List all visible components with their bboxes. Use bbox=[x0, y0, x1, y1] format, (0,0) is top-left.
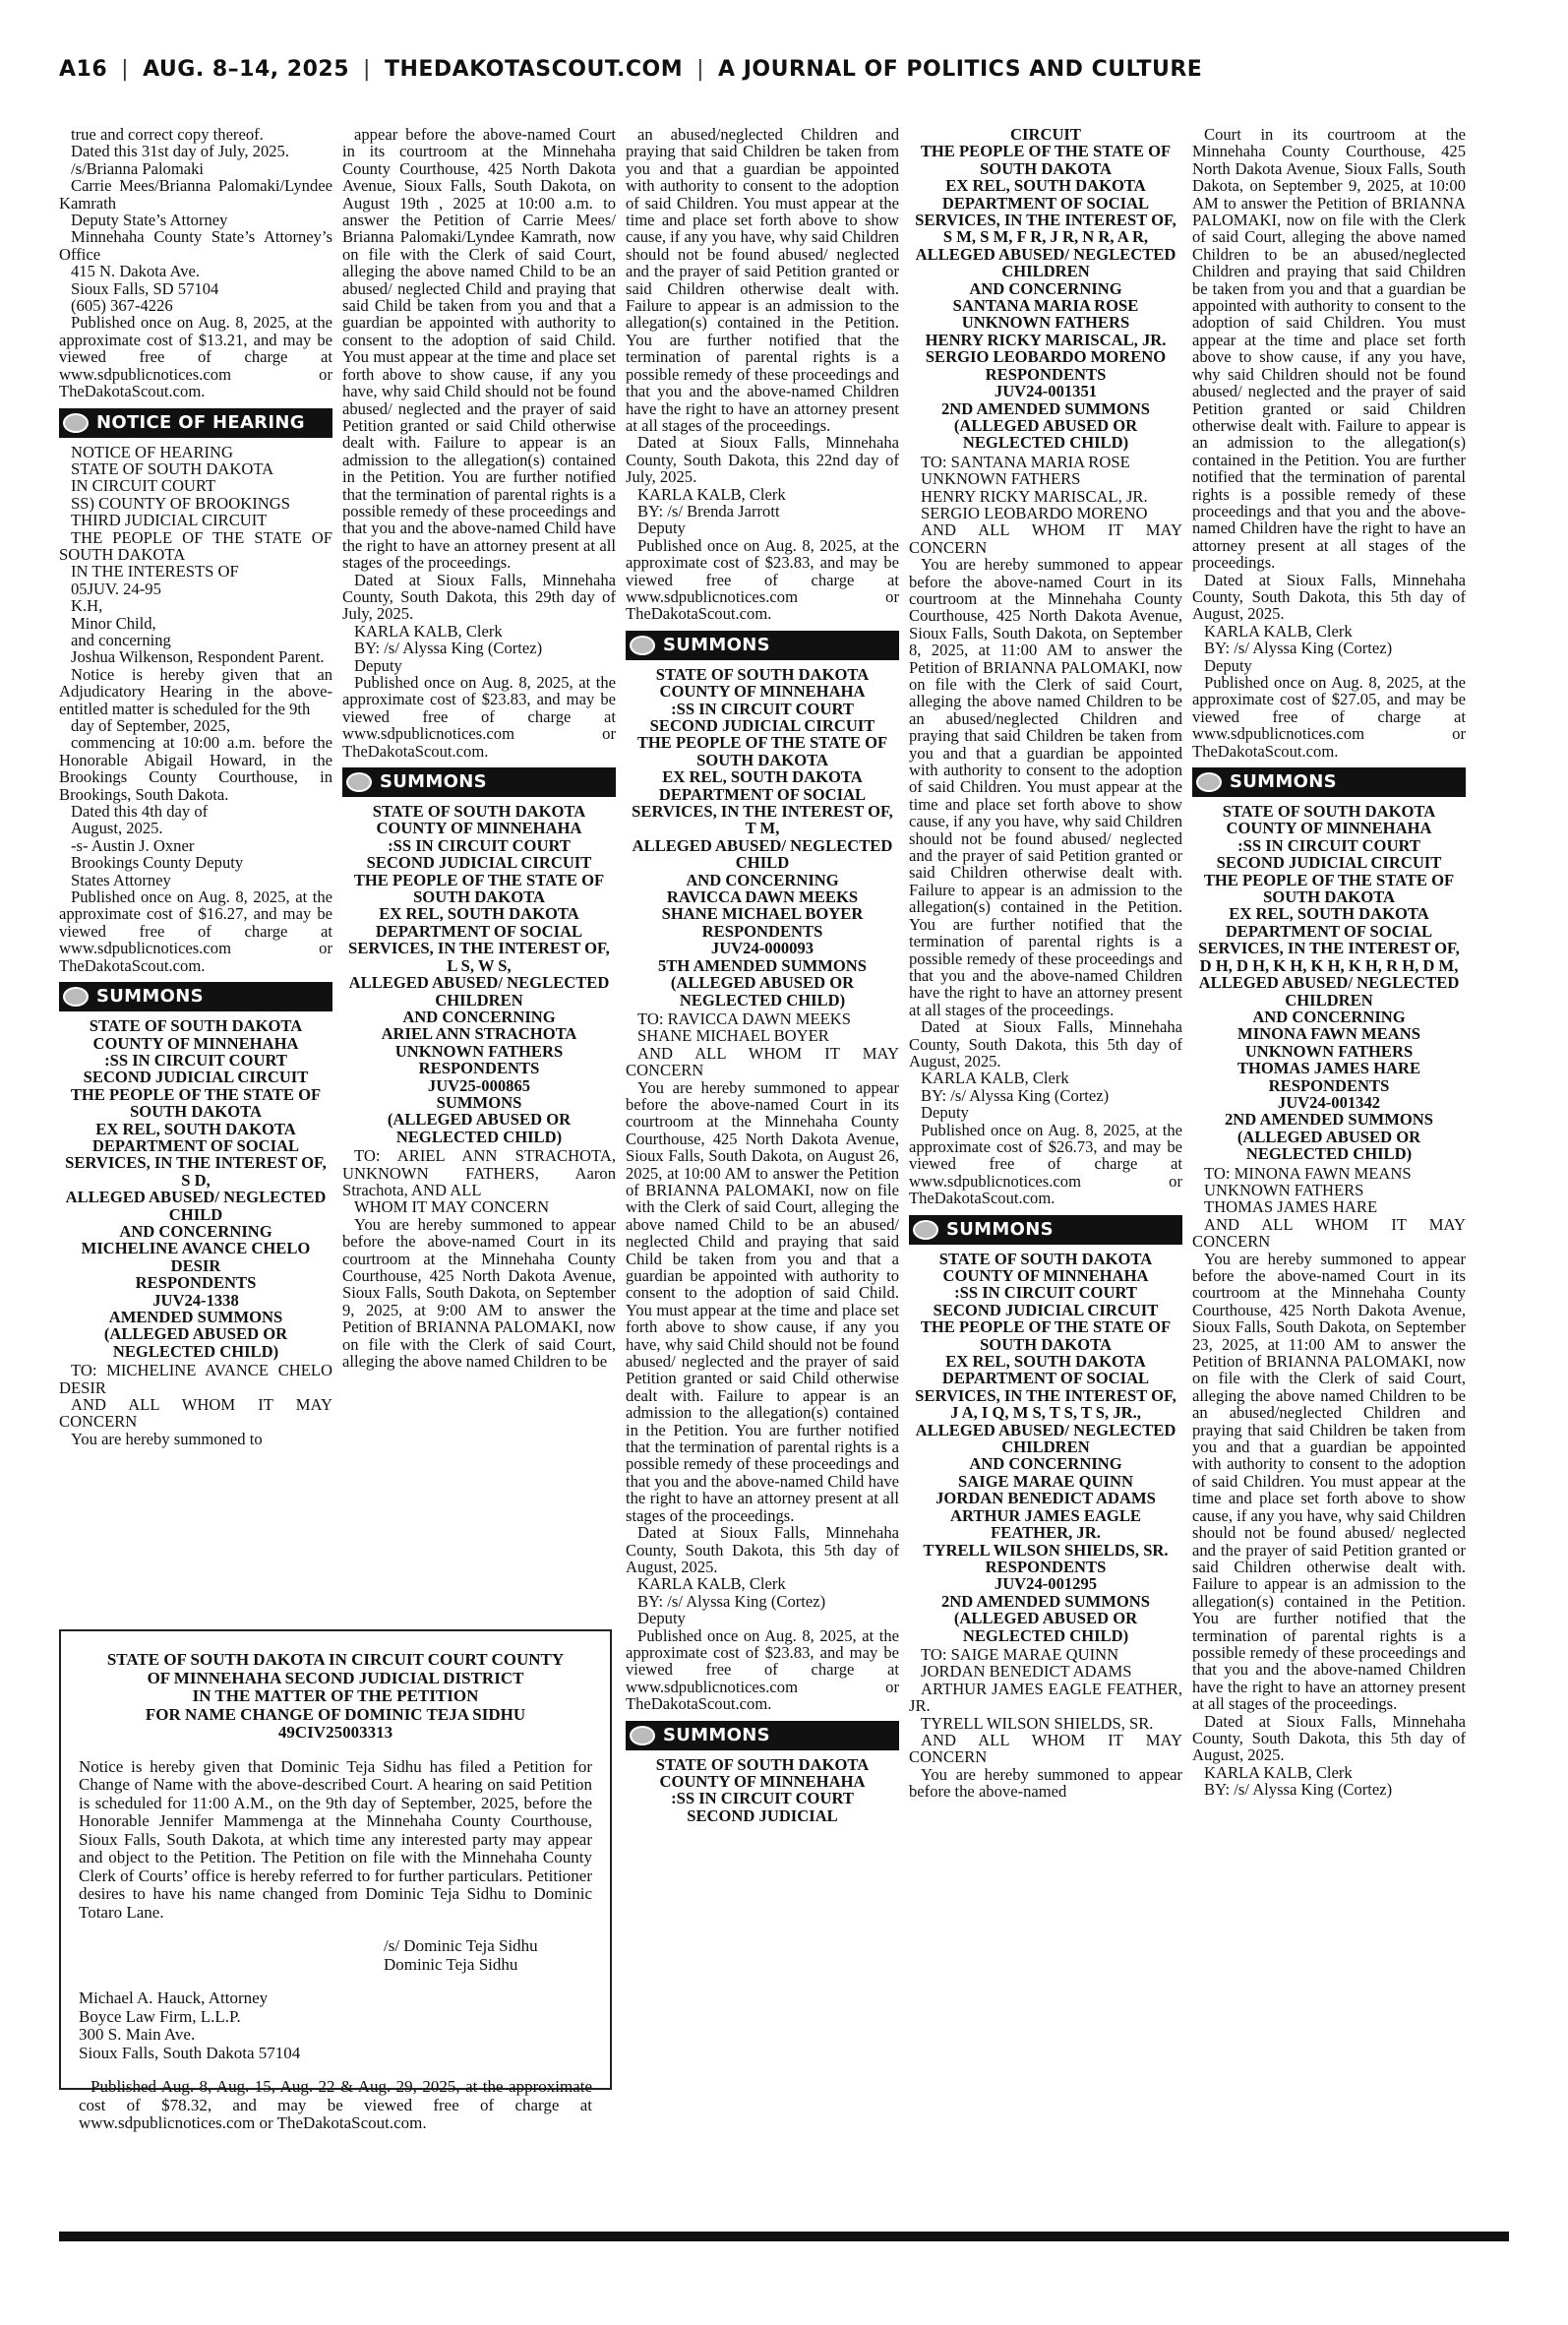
text-line: RAVICCA DAWN MEEKS bbox=[666, 887, 859, 907]
column-2 bbox=[342, 126, 616, 1612]
summons-caption bbox=[1192, 803, 1466, 1163]
text-line: T M, bbox=[745, 819, 780, 838]
text-line: ALLEGED ABUSED/ NEGLECTED CHILD bbox=[65, 1188, 327, 1224]
text-line: THE PEOPLE OF THE STATE OF SOUTH DAKOTA bbox=[636, 733, 888, 769]
text-line: STATE OF SOUTH DAKOTA bbox=[71, 459, 274, 478]
text-line: Deputy bbox=[637, 519, 686, 538]
text-line: COUNTY OF MINNEHAHA bbox=[92, 1033, 299, 1053]
text-line: /s/Brianna Palomaki bbox=[71, 158, 205, 178]
text-line: D H, D H, K H, K H, K H, R H, D M, bbox=[1199, 955, 1459, 975]
text-line: Carrie Mees/Brianna Palomaki/Lyndee Kamrath bbox=[59, 176, 332, 213]
text-line: BY: /s/ Alyssa King (Cortez) bbox=[354, 639, 543, 658]
summons-caption bbox=[909, 126, 1182, 452]
text-line: IN THE INTERESTS OF bbox=[71, 562, 239, 581]
text-line: HENRY RICKY MARISCAL, JR. bbox=[921, 486, 1148, 506]
text-line: true and correct copy thereof. bbox=[71, 126, 264, 144]
text-line: STATE OF SOUTH DAKOTA bbox=[655, 664, 870, 684]
scout-logo-icon bbox=[626, 1721, 659, 1750]
page-number: A16 bbox=[59, 56, 108, 82]
text-line: BY: /s/ Alyssa King (Cortez) bbox=[921, 1085, 1110, 1105]
text-line: JUV24-001295 bbox=[994, 1574, 1098, 1594]
text-line: EX REL, SOUTH DAKOTA DEPARTMENT OF SOCIAL SERVICES, IN THE INTEREST OF, bbox=[915, 176, 1176, 230]
text-line: You are hereby summoned to appear before the above-named bbox=[909, 1764, 1182, 1802]
text-line: AND CONCERNING bbox=[969, 278, 1122, 298]
text-line: You are hereby summoned to bbox=[71, 1429, 263, 1448]
summons-caption bbox=[909, 1251, 1182, 1644]
text-line: JUV24-1338 bbox=[152, 1290, 239, 1310]
text-line: :SS IN CIRCUIT COURT bbox=[954, 1283, 1137, 1303]
text-line: L S, W S, bbox=[447, 955, 512, 975]
text-line: SUMMONS bbox=[436, 1092, 522, 1112]
text-line: COUNTY OF MINNEHAHA bbox=[376, 819, 582, 838]
text-line: KARLA KALB, Clerk bbox=[637, 1574, 786, 1594]
text-line: Court in its courtroom at the Minnehaha County Courthouse, 425 North Dakota Avenue, Sioux Falls, South Dakota, on September 9, 2025, at 10:00 AM to answer the Petition of BRIANNA PALOMAKI, now on file with the Clerk of said Court, alleging the above named Children to be an abused/neglected Children and praying that said Children be taken from you and that a guardian be appointed with authority to consent to the adoption of said Children. You must appear at the time and place set forth above to show cause, if any you have, why said Children should not be found abused/ neglected and the prayer of said Petition granted or said Children otherwise dealt with. Failure to appear is an admission to the allegation(s) contained in the Petition. You are further notified that the termination of parental rights is a possible remedy of these proceedings and that you and the above-named Children have the right to have an attorney present at all stages of the proceedings. bbox=[1192, 126, 1466, 573]
footer-rule bbox=[59, 2232, 1509, 2241]
text-line: BY: /s/ Alyssa King (Cortez) bbox=[1204, 639, 1393, 658]
text-line: Published once on Aug. 8, 2025, at the approximate cost of $26.73, and may be viewed free of charge at www.sdpublicnotices.com or TheDakotaScout.com. bbox=[909, 1120, 1182, 1208]
text-line: MICHELINE AVANCE CHELO DESIR bbox=[81, 1239, 311, 1275]
text-line: AND CONCERNING bbox=[969, 1454, 1122, 1474]
text-line: TO: ARIEL ANN STRACHOTA, UNKNOWN FATHERS, Aaron Strachota, AND ALL bbox=[342, 1146, 616, 1199]
text-line: Notice is hereby given that an Adjudicatory Hearing in the above-entitled matter is scheduled for the 9th bbox=[59, 664, 332, 718]
text-line: Dated this 4th day of bbox=[71, 802, 209, 822]
text-line: THE PEOPLE OF THE STATE OF SOUTH DAKOTA bbox=[353, 870, 605, 907]
text-line: an abused/neglected Children and praying that said Children be taken from you and that a guardian be appointed with authority to consent to the adoption of said Children. You must appear at the time and place set forth above to show cause, if any you have, why said Children should not be found abused/ neglected and the prayer of said Petition granted or said Children otherwise dealt with. Failure to appear is an admission to the allegation(s) contained in the Petition. You are further notified that the termination of parental rights is a possible remedy of these proceedings and that you and the above-named Children have the right to have an attorney present at all stages of the proceedings. bbox=[626, 126, 899, 435]
summons-continued bbox=[626, 126, 899, 623]
text-line: COUNTY OF MINNEHAHA bbox=[659, 682, 866, 702]
text-line: ARTHUR JAMES EAGLE FEATHER, JR. bbox=[950, 1505, 1141, 1543]
text-line: and concerning bbox=[71, 630, 171, 649]
text-line: Published once on Aug. 8, 2025, at the approximate cost of $23.83, and may be viewed free of charge at www.sdpublicnotices.com or TheDakotaScout.com. bbox=[342, 673, 616, 761]
text-line: STATE OF SOUTH DAKOTA bbox=[89, 1016, 303, 1036]
text-line: STATE OF SOUTH DAKOTA bbox=[938, 1249, 1153, 1268]
header-divider: | bbox=[121, 56, 130, 82]
text-line: (ALLEGED ABUSED OR NEGLECTED CHILD) bbox=[387, 1110, 572, 1146]
text-line: TYRELL WILSON SHIELDS, SR. bbox=[923, 1540, 1169, 1560]
column-1 bbox=[59, 126, 332, 1612]
text-line: 415 N. Dakota Ave. bbox=[71, 262, 201, 281]
scout-logo-icon bbox=[626, 631, 659, 660]
text-line: ALLEGED ABUSED/ NEGLECTED CHILDREN bbox=[348, 973, 610, 1010]
text-line: THE PEOPLE OF THE STATE OF SOUTH DAKOTA bbox=[70, 1084, 322, 1122]
text-line: ALLEGED ABUSED/ NEGLECTED CHILDREN bbox=[915, 1420, 1176, 1457]
text-line: RESPONDENTS bbox=[985, 364, 1107, 384]
text-line: ALLEGED ABUSED/ NEGLECTED CHILD bbox=[632, 835, 893, 873]
scout-logo-icon bbox=[1192, 767, 1226, 797]
summons-banner: SUMMONS bbox=[626, 631, 899, 660]
text-line: Deputy State’s Attorney bbox=[71, 211, 228, 230]
text-line: BY: /s/ Brenda Jarrott bbox=[637, 501, 780, 520]
summons-body bbox=[59, 1362, 332, 1447]
text-line: Sioux Falls, South Dakota 57104 bbox=[79, 2043, 301, 2062]
text-line: Dated at Sioux Falls, Minnehaha County, South Dakota, this 5th day of August, 2025. bbox=[909, 1017, 1182, 1071]
text-line: SHANE MICHAEL BOYER bbox=[661, 904, 864, 924]
text-line: TO: RAVICCA DAWN MEEKS bbox=[637, 1009, 852, 1028]
site-name: THEDAKOTASCOUT.COM bbox=[384, 56, 684, 82]
text-line: UNKNOWN FATHERS bbox=[1204, 1180, 1364, 1199]
text-line: THIRD JUDICIAL CIRCUIT bbox=[71, 511, 268, 530]
text-line: Deputy bbox=[921, 1103, 969, 1123]
text-line: SECOND JUDICIAL CIRCUIT bbox=[1216, 853, 1442, 873]
text-line: KARLA KALB, Clerk bbox=[354, 621, 503, 641]
scout-logo-icon bbox=[342, 767, 376, 797]
text-line: SERGIO LEOBARDO MORENO bbox=[921, 503, 1148, 522]
text-line: Dated at Sioux Falls, Minnehaha County, South Dakota, this 5th day of August, 2025. bbox=[626, 1523, 899, 1576]
summons-body bbox=[909, 454, 1182, 1207]
text-line: You are hereby summoned to appear before the above-named Court in its courtroom at the Minnehaha County Courthouse, 425 North Dakota Avenue, Sioux Falls, South Dakota, on August 26, 2025, at 10:00 AM to answer the Petition of BRIANNA PALOMAKI, now on file with the Clerk of said Court, alleging the above named Child to be an abused/ neglected Child and praying that said Child be taken from you and that a guardian be appointed with authority to consent to the adoption of said Child. You must appear at the time and place set forth above to show cause, if any you have, why said Child should not be found abused/ neglected and the prayer of said Petition granted or said Child otherwise dealt with. Failure to appear is an admission to the allegation(s) contained in the Petition. You are further notified that the termination of parental rights is a possible remedy of these proceedings and that you and the above-named Child have the right to have an attorney present at all stages of the proceedings. bbox=[626, 1077, 899, 1525]
text-line: TO: SANTANA MARIA ROSE bbox=[921, 452, 1130, 471]
text-line: :SS IN CIRCUIT COURT bbox=[671, 1789, 854, 1808]
text-line: WHOM IT MAY CONCERN bbox=[354, 1197, 550, 1217]
text-line: JORDAN BENEDICT ADAMS bbox=[935, 1489, 1156, 1508]
text-line: UNKNOWN FATHERS bbox=[921, 469, 1081, 489]
text-line: UNKNOWN FATHERS bbox=[961, 313, 1130, 333]
text-line: EX REL, SOUTH DAKOTA DEPARTMENT OF SOCIAL SERVICES, IN THE INTEREST OF, bbox=[632, 767, 893, 822]
text-line: SECOND JUDICIAL CIRCUIT bbox=[933, 1300, 1159, 1319]
text-line: JUV24-000093 bbox=[710, 939, 814, 958]
text-line: BY: /s/ Alyssa King (Cortez) bbox=[637, 1591, 826, 1611]
text-line: Deputy bbox=[637, 1609, 686, 1628]
text-line: TO: MICHELINE AVANCE CHELO DESIR bbox=[59, 1361, 332, 1397]
text-line: K.H, bbox=[71, 596, 103, 616]
text-line: (ALLEGED ABUSED OR NEGLECTED CHILD) bbox=[953, 1609, 1138, 1645]
text-line: MINONA FAWN MEANS bbox=[1237, 1024, 1420, 1044]
scout-logo-icon bbox=[909, 1215, 942, 1245]
text-line: AND CONCERNING bbox=[402, 1007, 556, 1026]
text-line: RESPONDENTS bbox=[985, 1557, 1107, 1576]
text-line: SERGIO LEOBARDO MORENO bbox=[925, 347, 1167, 367]
text-line: Dated this 31st day of July, 2025. bbox=[71, 142, 289, 161]
text-line: KARLA KALB, Clerk bbox=[637, 484, 786, 504]
text-line: (605) 367-4226 bbox=[71, 296, 173, 316]
text-line: STATE OF SOUTH DAKOTA IN CIRCUIT COURT COUNTY bbox=[106, 1650, 565, 1669]
text-line: :SS IN CIRCUIT COURT bbox=[388, 835, 571, 855]
notice-ending bbox=[59, 126, 332, 400]
signature-line: /s/ Dominic Teja Sidhu bbox=[384, 1936, 538, 1955]
text-line: Brookings County Deputy bbox=[71, 853, 244, 873]
text-line: You are hereby summoned to appear before the above-named Court in its courtroom at the Minnehaha County Courthouse, 425 North Dakota Avenue, Sioux Falls, South Dakota, on September 23, 2025, at 11:00 AM to answer the Petition of BRIANNA PALOMAKI, now on file with the Clerk of said Court, alleging the above named Children to be an abused/neglected Children and praying that said Children be taken from you and that a guardian be appointed with authority to consent to the adoption of said Children. You must appear at the time and place set forth above to show cause, if any you have, why said Children should not be found abused/ neglected and the prayer of said Petition granted or said Children otherwise dealt with. Failure to appear is an admission to the allegation(s) contained in the Petition. You are further notified that the termination of parental rights is a possible remedy of these proceedings and that you and the above-named Children have the right to have an attorney present at all stages of the proceedings. bbox=[1192, 1249, 1466, 1714]
text-line: AND CONCERNING bbox=[1252, 1007, 1406, 1026]
text-line: 2ND AMENDED SUMMONS bbox=[940, 1591, 1151, 1611]
summons-banner: SUMMONS bbox=[909, 1215, 1182, 1245]
summons-banner: SUMMONS bbox=[1192, 767, 1466, 797]
text-line: SECOND JUDICIAL bbox=[687, 1805, 838, 1825]
text-line: CIRCUIT bbox=[1010, 126, 1081, 144]
text-line: AND ALL WHOM IT MAY CONCERN bbox=[59, 1395, 332, 1432]
column-3 bbox=[626, 126, 899, 2212]
text-line: 05JUV. 24-95 bbox=[71, 579, 161, 598]
header-divider: | bbox=[363, 56, 371, 82]
text-line: AND ALL WHOM IT MAY CONCERN bbox=[909, 520, 1182, 557]
text-line: SS) COUNTY OF BROOKINGS bbox=[71, 493, 290, 513]
column-4 bbox=[909, 126, 1182, 2212]
text-line: Dated at Sioux Falls, Minnehaha County, South Dakota, this 29th day of July, 2025. bbox=[342, 570, 616, 624]
text-line: KARLA KALB, Clerk bbox=[921, 1069, 1069, 1088]
text-line: THOMAS JAMES HARE bbox=[1204, 1197, 1378, 1217]
summons-caption bbox=[626, 1756, 899, 1825]
text-line: 2ND AMENDED SUMMONS bbox=[1224, 1110, 1434, 1130]
text-line: Minnehaha County State’s Attorney’s Office bbox=[59, 227, 332, 264]
text-line: You are hereby summoned to appear before the above-named Court in its courtroom at the Minnehaha County Courthouse, 425 North Dakota Avenue, Sioux Falls, South Dakota, on September 9, 2025, at 9:00 AM to answer the Petition of BRIANNA PALOMAKI, now on file with the Clerk of said Court, alleging the above named Children to be bbox=[342, 1214, 616, 1372]
text-line: :SS IN CIRCUIT COURT bbox=[104, 1050, 287, 1070]
text-line: Michael A. Hauck, Attorney bbox=[79, 1988, 269, 2007]
text-line: day of September, 2025, bbox=[71, 716, 231, 735]
text-line: EX REL, SOUTH DAKOTA DEPARTMENT OF SOCIAL SERVICES, IN THE INTEREST OF, bbox=[1198, 904, 1460, 958]
notice-banner: NOTICE OF HEARING bbox=[59, 408, 332, 438]
text-line: Published once on Aug. 8, 2025, at the approximate cost of $16.27, and may be viewed free of charge at www.sdpublicnotices.com or TheDakotaScout.com. bbox=[59, 887, 332, 975]
publication-note: Published Aug. 8, Aug. 15, Aug. 22 & Aug. 29, 2025, at the approximate cost of $78.32, and may be viewed free of charge at www.sdpublicnotices.com or TheDakotaScout.com. bbox=[79, 2077, 592, 2132]
text-line: AND ALL WHOM IT MAY CONCERN bbox=[909, 1730, 1182, 1767]
text-line: :SS IN CIRCUIT COURT bbox=[671, 699, 854, 718]
notice-caption bbox=[79, 1651, 592, 1743]
notice-of-hearing bbox=[59, 444, 332, 975]
scout-logo-icon bbox=[59, 982, 92, 1011]
text-line: 5TH AMENDED SUMMONS bbox=[657, 955, 868, 975]
header-divider: | bbox=[696, 56, 705, 82]
name-change-notice bbox=[59, 1629, 612, 2132]
tagline: A JOURNAL OF POLITICS AND CULTURE bbox=[718, 56, 1203, 82]
text-line: appear before the above-named Court in its courtroom at the Minnehaha County Courthouse, 425 North Dakota Avenue, Sioux Falls, South Dakota, on August 19th , 2025 at 10:00 a.m. to answer the Petition of Carrie Mees/ Brianna Palomaki/Lyndee Kamrath, now on file with the Clerk of said Court, alleging the above named Child to be an abused/ neglected Child and praying that said Child be taken from you and that a guardian be appointed with authority to consent to the adoption of said Child. You must appear at the time and place set forth above to show cause, if any you have, why said Child should not be found abused/ neglected and the prayer of said Petition granted or said Child otherwise dealt with. Failure to appear is an admission to the allegation(s) contained in the Petition. You are further notified that the termination of parental rights is a possible remedy of these proceedings and that you and the above-named Child have the right to have an attorney present at all stages of the proceedings. bbox=[342, 126, 616, 573]
text-line: RESPONDENTS bbox=[1268, 1075, 1390, 1095]
text-line: THOMAS JAMES HARE bbox=[1236, 1059, 1421, 1078]
text-line: COUNTY OF MINNEHAHA bbox=[1226, 819, 1432, 838]
text-line: Published once on Aug. 8, 2025, at the approximate cost of $27.05, and may be viewed free of charge at www.sdpublicnotices.com or TheDakotaScout.com. bbox=[1192, 673, 1466, 761]
text-line: SECOND JUDICIAL CIRCUIT bbox=[83, 1068, 309, 1087]
text-line: SECOND JUDICIAL CIRCUIT bbox=[366, 853, 592, 873]
text-line: ARTHUR JAMES EAGLE FEATHER, JR. bbox=[909, 1679, 1182, 1716]
text-line: UNKNOWN FATHERS bbox=[1244, 1041, 1414, 1061]
text-line: AND ALL WHOM IT MAY CONCERN bbox=[626, 1043, 899, 1080]
summons-body bbox=[626, 1010, 899, 1713]
text-line: EX REL, SOUTH DAKOTA DEPARTMENT OF SOCIAL SERVICES, IN THE INTEREST OF, bbox=[915, 1352, 1176, 1405]
text-line: EX REL, SOUTH DAKOTA DEPARTMENT OF SOCIAL SERVICES, IN THE INTEREST OF, bbox=[65, 1119, 327, 1173]
text-line: TO: MINONA FAWN MEANS bbox=[1204, 1163, 1412, 1183]
text-line: (ALLEGED ABUSED OR NEGLECTED CHILD) bbox=[1236, 1127, 1421, 1164]
summons-banner: SUMMONS bbox=[59, 982, 332, 1011]
text-line: THE PEOPLE OF THE STATE OF SOUTH DAKOTA bbox=[920, 142, 1172, 178]
summons-caption bbox=[626, 666, 899, 1009]
text-line: RESPONDENTS bbox=[418, 1059, 540, 1078]
scout-logo-icon bbox=[59, 408, 92, 438]
text-line: TYRELL WILSON SHIELDS, SR. bbox=[921, 1713, 1154, 1733]
text-line: Deputy bbox=[354, 655, 402, 675]
text-line: States Attorney bbox=[71, 870, 171, 889]
text-line: Boyce Law Firm, L.L.P. bbox=[79, 2006, 241, 2026]
text-line: THE PEOPLE OF THE STATE OF SOUTH DAKOTA bbox=[920, 1317, 1172, 1354]
signature-name: Dominic Teja Sidhu bbox=[384, 1954, 518, 1974]
text-line: You are hereby summoned to appear before the above-named Court in its courtroom at the Minnehaha County Courthouse, 425 North Dakota Avenue, Sioux Falls, South Dakota, on September 8, 2025, at 11:00 AM to answer the Petition of BRIANNA PALOMAKI, now on file with the Clerk of said Court, alleging the above named Children to be an abused/neglected Children and praying that said Children be taken from you and that a guardian be appointed with authority to consent to the adoption of said Children. You must appear at the time and place set forth above to show cause, if any you have, why said Children should not be found abused/ neglected and the prayer of said Petition granted or said Children otherwise dealt with. Failure to appear is an admission to the allegation(s) contained in the Petition. You are further notified that the termination of parental rights is a possible remedy of these proceedings and that you and the above-named Children have the right to have an attorney present at all stages of the proceedings. bbox=[909, 555, 1182, 1019]
text-line: FOR NAME CHANGE OF DOMINIC TEJA SIDHU bbox=[145, 1704, 526, 1724]
attorney-block bbox=[79, 1989, 592, 2062]
text-line: HENRY RICKY MARISCAL, JR. bbox=[925, 330, 1167, 349]
text-line: AND CONCERNING bbox=[686, 870, 839, 889]
text-line: -s- Austin J. Oxner bbox=[71, 835, 195, 855]
text-line: RESPONDENTS bbox=[701, 921, 823, 941]
text-line: Joshua Wilkenson, Respondent Parent. bbox=[71, 647, 325, 667]
text-line: 49CIV25003313 bbox=[277, 1723, 393, 1742]
text-line: 300 S. Main Ave. bbox=[79, 2025, 196, 2044]
text-line: IN THE MATTER OF THE PETITION bbox=[192, 1686, 479, 1705]
text-line: Dated at Sioux Falls, Minnehaha County, South Dakota, this 5th day of August, 2025. bbox=[1192, 570, 1466, 624]
text-line: SAIGE MARAE QUINN bbox=[958, 1471, 1133, 1491]
text-line: THE PEOPLE OF THE STATE OF SOUTH DAKOTA bbox=[1203, 870, 1455, 907]
column-5 bbox=[1192, 126, 1466, 2212]
text-line: ALLEGED ABUSED/ NEGLECTED CHILDREN bbox=[915, 244, 1176, 281]
text-line: SANTANA MARIA ROSE bbox=[952, 296, 1139, 316]
text-line: TO: SAIGE MARAE QUINN bbox=[921, 1644, 1119, 1664]
text-line: Published once on Aug. 8, 2025, at the approximate cost of $23.83, and may be viewed free of charge at www.sdpublicnotices.com or TheDakotaScout.com. bbox=[626, 535, 899, 624]
text-line: Dated at Sioux Falls, Minnehaha County, South Dakota, this 22nd day of July, 2025. bbox=[626, 433, 899, 487]
text-line: Deputy bbox=[1204, 655, 1252, 675]
text-line: UNKNOWN FATHERS bbox=[394, 1041, 564, 1061]
text-line: KARLA KALB, Clerk bbox=[1204, 1762, 1353, 1782]
text-line: Minor Child, bbox=[71, 613, 156, 633]
summons-body bbox=[342, 1147, 616, 1370]
text-line: 2ND AMENDED SUMMONS bbox=[940, 398, 1151, 418]
summons-continued bbox=[1192, 126, 1466, 760]
text-line: J A, I Q, M S, T S, T S, JR., bbox=[950, 1403, 1141, 1423]
text-line: JUV24-001342 bbox=[1277, 1092, 1381, 1112]
text-line: AND CONCERNING bbox=[119, 1221, 272, 1241]
text-line: ALLEGED ABUSED/ NEGLECTED CHILDREN bbox=[1198, 973, 1460, 1010]
text-line: Sioux Falls, SD 57104 bbox=[71, 278, 219, 298]
text-line: (ALLEGED ABUSED OR NEGLECTED CHILD) bbox=[953, 415, 1138, 453]
text-line: OF MINNEHAHA SECOND JUDICIAL DISTRICT bbox=[147, 1668, 524, 1687]
text-line: (ALLEGED ABUSED OR NEGLECTED CHILD) bbox=[103, 1324, 288, 1361]
text-line: STATE OF SOUTH DAKOTA bbox=[655, 1754, 870, 1774]
text-line: BY: /s/ Alyssa King (Cortez) bbox=[1204, 1780, 1393, 1800]
summons-banner: SUMMONS bbox=[342, 767, 616, 797]
text-line: commencing at 10:00 a.m. before the Honorable Abigail Howard, in the Brookings County Courthouse, in Brookings, South Dakota. bbox=[59, 733, 332, 804]
text-line: STATE OF SOUTH DAKOTA bbox=[372, 802, 586, 822]
text-line: :SS IN CIRCUIT COURT bbox=[1237, 835, 1420, 855]
text-line: EX REL, SOUTH DAKOTA DEPARTMENT OF SOCIAL SERVICES, IN THE INTEREST OF, bbox=[348, 904, 610, 958]
text-line: KARLA KALB, Clerk bbox=[1204, 621, 1353, 641]
issue-date: AUG. 8–14, 2025 bbox=[143, 56, 350, 82]
text-line: Published once on Aug. 8, 2025, at the approximate cost of $13.21, and may be viewed free of charge at www.sdpublicnotices.com or TheDakotaScout.com. bbox=[59, 313, 332, 401]
text-line: August, 2025. bbox=[71, 819, 163, 838]
text-line: AND ALL WHOM IT MAY CONCERN bbox=[1192, 1214, 1466, 1252]
text-line: (ALLEGED ABUSED OR NEGLECTED CHILD) bbox=[670, 973, 855, 1010]
text-line: COUNTY OF MINNEHAHA bbox=[942, 1266, 1149, 1285]
text-line: S M, S M, F R, J R, N R, A R, bbox=[942, 227, 1149, 247]
text-line: AMENDED SUMMONS bbox=[108, 1308, 283, 1326]
summons-caption bbox=[342, 803, 616, 1145]
summons-body bbox=[909, 1646, 1182, 1801]
text-line: JUV25-000865 bbox=[427, 1075, 531, 1095]
text-line: Dated at Sioux Falls, Minnehaha County, South Dakota, this 5th day of August, 2025. bbox=[1192, 1711, 1466, 1765]
text-line: RESPONDENTS bbox=[135, 1273, 257, 1293]
text-line: S D, bbox=[181, 1170, 211, 1190]
notice-text: Notice is hereby given that Dominic Teja Sidhu has filed a Petition for Change of Name with the above-described Court. A hearing on said Petition is scheduled for 11:00 A.M., on the 9th day of September, 2025, before the Honorable Jennifer Mammenga at the Minnehaha County Courthouse, Sioux Falls, South Dakota, at which time any interested party may appear and object to the Petition. The Petition on file with the Minnehaha County Clerk of Courts’ office is hereby referred to for further particulars. Petitioner desires to have his name changed from Dominic Teja Sidhu to Dominic Totaro Lane. bbox=[79, 1756, 592, 1922]
summons-banner: SUMMONS bbox=[626, 1721, 899, 1750]
text-line: THE PEOPLE OF THE STATE OF SOUTH DAKOTA bbox=[59, 527, 332, 564]
page-header bbox=[59, 51, 1509, 87]
text-line: SECOND JUDICIAL CIRCUIT bbox=[649, 716, 875, 735]
summons-body bbox=[1192, 1165, 1466, 1799]
text-line: IN CIRCUIT COURT bbox=[71, 476, 216, 496]
text-line: Published once on Aug. 8, 2025, at the approximate cost of $23.83, and may be viewed free of charge at www.sdpublicnotices.com or TheDakotaScout.com. bbox=[626, 1625, 899, 1714]
text-line: ARIEL ANN STRACHOTA bbox=[381, 1024, 577, 1044]
summons-caption bbox=[59, 1017, 332, 1360]
text-line: JORDAN BENEDICT ADAMS bbox=[921, 1662, 1132, 1682]
text-line: STATE OF SOUTH DAKOTA bbox=[1222, 802, 1436, 822]
text-line: SHANE MICHAEL BOYER bbox=[637, 1026, 829, 1046]
text-line: NOTICE OF HEARING bbox=[71, 442, 234, 461]
summons-continued bbox=[342, 126, 616, 760]
text-line: COUNTY OF MINNEHAHA bbox=[659, 1771, 866, 1791]
text-line: JUV24-001351 bbox=[994, 382, 1098, 401]
